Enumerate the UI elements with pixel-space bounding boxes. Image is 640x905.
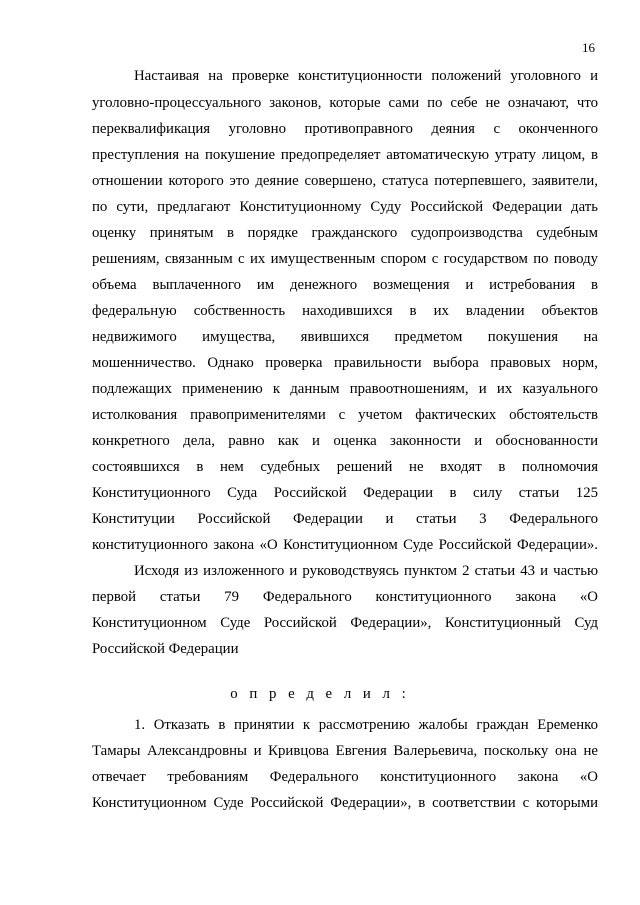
paragraph-2-line: Российской Федерации — [92, 641, 239, 657]
paragraph-1-line: преступления на покушение предопределяет автоматическую утрату лицом, в — [92, 147, 598, 163]
paragraph-1-line: федеральную собственность находившихся в их владении объектов — [92, 303, 598, 319]
paragraph-1-line: Конституционного Суда Российской Федерации в силу статьи 125 — [92, 485, 598, 501]
paragraph-1-line: Конституции Российской Федерации и статьи 3 Федерального — [92, 511, 598, 527]
paragraph-1-line: уголовно-процессуального законов, которые сами по себе не означают, что — [92, 95, 598, 111]
paragraph-3-line: 1. Отказать в принятии к рассмотрению жалобы граждан Еременко — [134, 717, 598, 733]
paragraph-1-line: мошенничество. Однако проверка правильности выбора правовых норм, — [92, 355, 598, 371]
paragraph-3-line: отвечает требованиям Федерального конституционного закона «О — [92, 769, 598, 785]
paragraph-2-line: первой статьи 79 Федерального конституционного закона «О — [92, 589, 598, 605]
paragraph-1-line: конституционного закона «О Конституционном Суде Российской Федерации». — [92, 537, 598, 553]
decision-heading: о п р е д е л и л : — [230, 686, 410, 702]
paragraph-3-line: Тамары Александровны и Кривцова Евгения Валерьевича, поскольку она не — [92, 743, 598, 759]
paragraph-1-line: Настаивая на проверке конституционности положений уголовного и — [134, 68, 598, 84]
paragraph-1-line: конкретного дела, равно как и оценка законности и обоснованности — [92, 433, 598, 449]
paragraph-1-line: объема выплаченного им денежного возмещения и истребования в — [92, 277, 598, 293]
paragraph-3-line: Конституционном Суде Российской Федерации», в соответствии с которыми — [92, 795, 598, 811]
paragraph-1-line: по сути, предлагают Конституционному Суду Российской Федерации дать — [92, 199, 598, 215]
paragraph-1-line: отношении которого это деяние совершено, статуса потерпевшего, заявители, — [92, 173, 598, 189]
paragraph-1-line: переквалификация уголовно противоправного деяния с оконченного — [92, 121, 598, 137]
paragraph-1-line: решениям, связанным с их имущественным спором с государством по поводу — [92, 251, 598, 267]
paragraph-2-line: Исходя из изложенного и руководствуясь пунктом 2 статьи 43 и частью — [134, 563, 598, 579]
paragraph-1-line: истолкования правоприменителями с учетом фактических обстоятельств — [92, 407, 598, 423]
paragraph-1-line: подлежащих применению к данным правоотношениям, и их казуального — [92, 381, 598, 397]
paragraph-1-line: состоявшихся в нем судебных решений не входят в полномочия — [92, 459, 598, 475]
page-number: 16 — [582, 40, 595, 55]
paragraph-2-line: Конституционном Суде Российской Федерации», Конституционный Суд — [92, 615, 598, 631]
paragraph-1-line: недвижимого имущества, явившихся предметом покушения на — [92, 329, 598, 345]
paragraph-1-line: оценку принятым в порядке гражданского судопроизводства судебным — [92, 225, 598, 241]
